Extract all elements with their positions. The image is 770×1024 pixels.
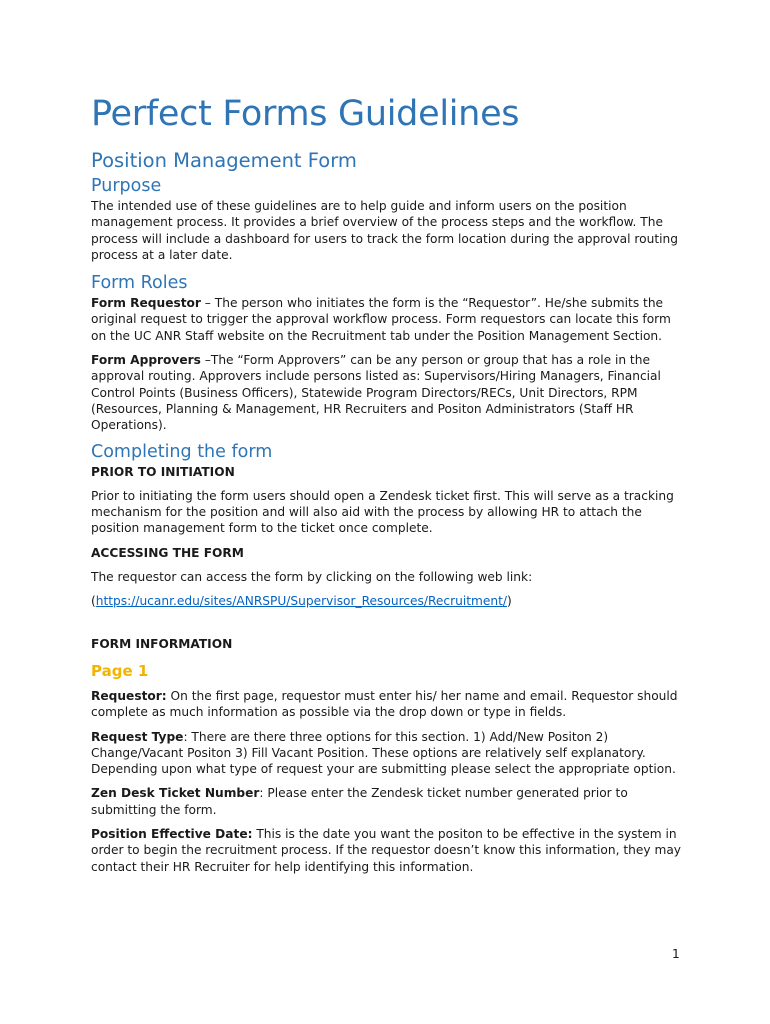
item-label: Zen Desk Ticket Number xyxy=(91,786,260,801)
item-text: This is the date you want the positon to be effective in the system in order to begin the recruitment process. If the requestor doesn’t know this information, they may contact their HR Recruiter for help identifying this information. xyxy=(91,827,681,874)
link-close: ) xyxy=(506,594,512,609)
prior-text: Prior to initiating the form users should open a Zendesk ticket first. This will serve as a tracking mechanism for the position and will also aid with the process by allowing HR to attach the position management form to the ticket once complete. xyxy=(91,488,674,536)
purpose-heading: Purpose xyxy=(91,176,162,196)
link-paragraph xyxy=(91,593,681,609)
purpose-text: The intended use of these guidelines are to help guide and inform users on the position management process. It provides a brief overview of the process steps and the workflow. The process will include a dashboard for users to track the form location during the approval routing process at a later date. xyxy=(91,199,678,262)
page1-item xyxy=(91,785,681,818)
link-open: ( xyxy=(91,594,96,609)
prior-heading: PRIOR TO INITIATION xyxy=(91,464,235,479)
requestor-label: Form Requestor xyxy=(91,296,201,311)
approvers-text: –The “Form Approvers” can be any person or group that has a role in the approval routing. Approvers include persons listed as: Supervisors/Hiring Managers, Financial Control Points (Business Officers), Statewide Program Directors/RECs, Unit Directors, RPM (Resources, Planning & Management, HR Recruiters and Positon Administrators (Staff HR Operations). xyxy=(91,353,661,433)
item-label: Requestor: xyxy=(91,688,167,703)
page1-item xyxy=(91,729,681,778)
item-text: On the first page, requestor must enter his/ her name and email. Requestor should complete as much information as possible via the drop down or type in fields. xyxy=(91,688,678,720)
roles-heading: Form Roles xyxy=(91,273,188,294)
accessing-text: The requestor can access the form by clicking on the following web link: xyxy=(91,570,533,585)
item-label: Position Effective Date: xyxy=(91,827,253,842)
item-label: Request Type xyxy=(91,729,184,744)
form-info-heading: FORM INFORMATION xyxy=(91,636,233,651)
approvers-label: Form Approvers xyxy=(91,353,201,368)
section-title: Position Management Form xyxy=(91,149,357,172)
document-page xyxy=(91,92,681,875)
recruitment-link[interactable]: https://ucanr.edu/sites/ANRSPU/Supervisor_Resources/Recruitment/ xyxy=(95,594,507,609)
page1-item xyxy=(91,688,681,721)
completing-heading: Completing the form xyxy=(91,441,273,462)
page1-heading: Page 1 xyxy=(91,661,149,680)
requestor-text: – The person who initiates the form is the “Requestor”. He/she submits the original request to trigger the approval workflow process. Form requestors can locate this form on the UC ANR Staff website on the Recruitment tab under the Position Management Section. xyxy=(91,296,671,343)
approvers-paragraph xyxy=(91,352,681,433)
item-text: : There are there three options for this section. 1) Add/New Positon 2) Change/Vacant Positon 3) Fill Vacant Position. These options are relatively self explanatory. Depending upon what type of request your are submitting please select the appropriate option. xyxy=(91,729,676,777)
page-number: 1 xyxy=(672,947,680,961)
document-title: Perfect Forms Guidelines xyxy=(91,94,520,134)
page1-item xyxy=(91,826,681,875)
accessing-heading: ACCESSING THE FORM xyxy=(91,545,244,560)
requestor-paragraph xyxy=(91,295,681,344)
item-text: : Please enter the Zendesk ticket number generated prior to submitting the form. xyxy=(91,786,628,817)
